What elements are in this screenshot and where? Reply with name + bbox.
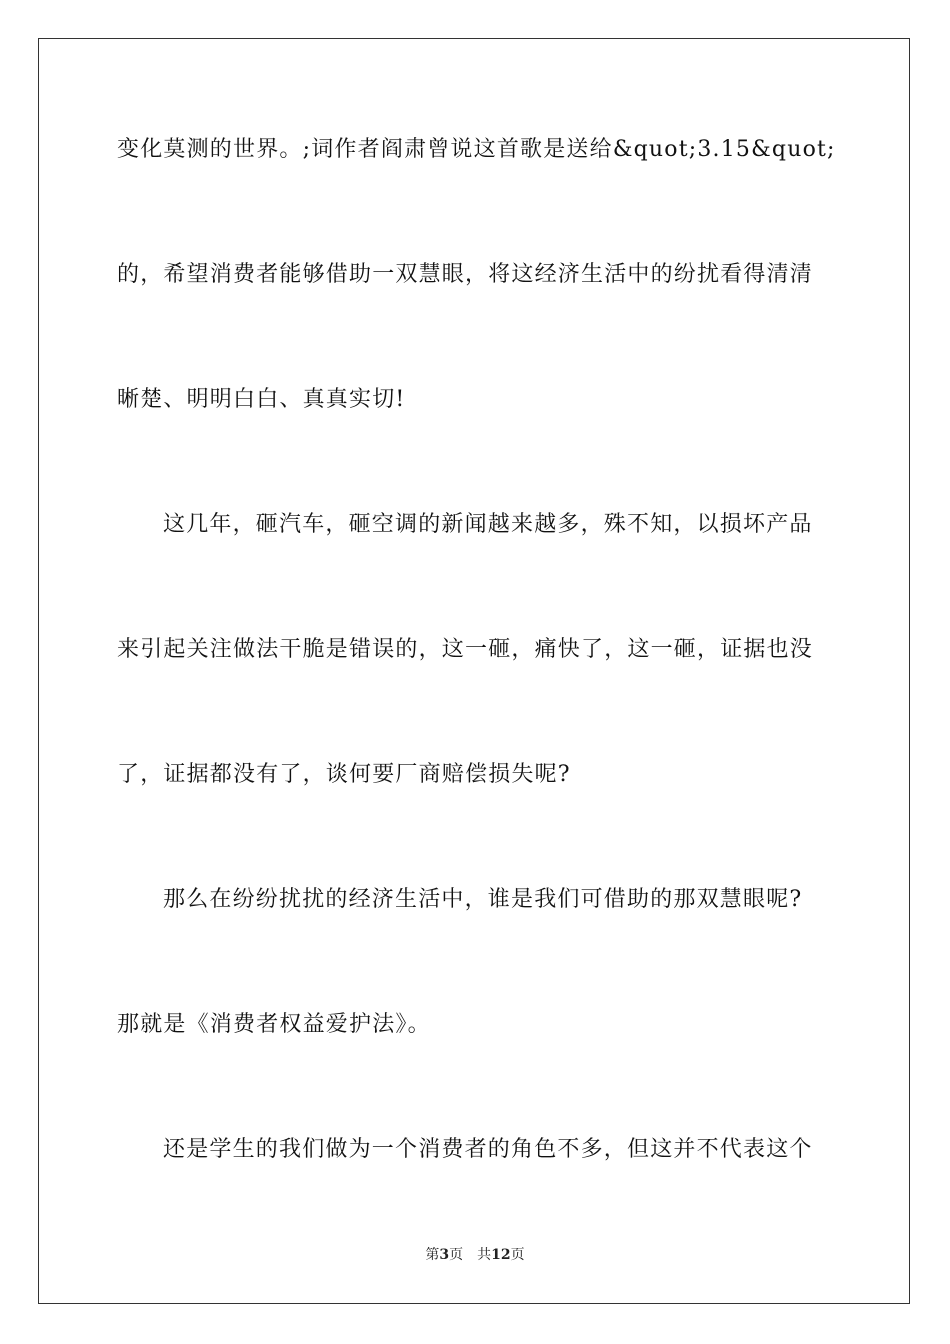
paragraph-line: 了，证据都没有了，谈何要厂商赔偿损失呢? [117,762,571,787]
total-prefix: 共 [477,1247,492,1263]
paragraph-line: 的，希望消费者能够借助一双慧眼，将这经济生活中的纷扰看得清清 [117,262,814,287]
total-pages: 12 [491,1247,511,1263]
page-border [38,38,910,1304]
page-footer [0,1245,950,1265]
page-suffix: 页 [449,1247,464,1263]
paragraph-line: 变化莫测的世界。;词作者阎肃曾说这首歌是送给&quot;3.15&quot; [117,137,836,162]
page-number: 3 [439,1247,450,1263]
paragraph-line: 这几年，砸汽车，砸空调的新闻越来越多，殊不知，以损坏产品 [163,512,813,537]
paragraph-line: 那就是《消费者权益爱护法》。 [117,1012,431,1037]
paragraph-line: 那么在纷纷扰扰的经济生活中，谁是我们可借助的那双慧眼呢? [163,887,803,912]
page-prefix: 第 [425,1247,440,1263]
total-suffix: 页 [510,1247,525,1263]
paragraph-line: 来引起关注做法干脆是错误的，这一砸，痛快了，这一砸，证据也没 [117,637,814,662]
paragraph-line: 还是学生的我们做为一个消费者的角色不多，但这并不代表这个 [163,1137,813,1162]
paragraph-line: 晰楚、明明白白、真真实切! [117,387,406,412]
